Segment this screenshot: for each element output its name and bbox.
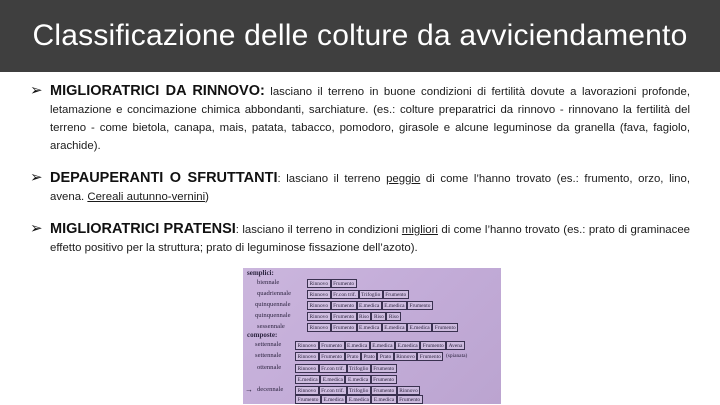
rotation-cell: E.medica: [382, 301, 407, 310]
rotation-cell: Rinnovo: [295, 386, 319, 395]
slide-content: [30, 82, 690, 271]
slide-title: Classificazione delle colture da avviciendamento: [32, 19, 688, 52]
rotation-cell: E.medica: [345, 341, 370, 350]
rotation-cell: E.medica: [382, 323, 407, 332]
rotation-cell: E.medica: [321, 395, 346, 404]
rotation-row-label: biennale: [257, 279, 280, 286]
rotation-row-label: settennale: [255, 352, 282, 359]
rotation-cell: Rinnovo: [295, 364, 319, 373]
bullet-text: [50, 169, 690, 206]
rotation-cell: Rinnovo: [397, 386, 421, 395]
rotation-cell: Rinnovo: [295, 341, 319, 350]
rotation-cell: Frumento: [295, 395, 321, 404]
bullet-description: : lasciano il terreno: [277, 173, 387, 185]
rotation-cell: Rinnovo: [307, 279, 331, 288]
rotation-cell: Prato: [361, 352, 377, 361]
bullet-description: di come l’hanno trovato (es.: prato di graminacee effetto positivo per la struttura; prato di leguminose fissazione dell’azoto).: [50, 224, 691, 254]
rotation-cell: Trifoglio: [359, 290, 383, 299]
rotation-cell: Rinnovo: [307, 301, 331, 310]
rotation-cell: Frumento: [417, 352, 443, 361]
rotation-cell: E.medica: [357, 301, 382, 310]
bullet-text: [50, 82, 690, 155]
bullet-depauperanti: [30, 169, 690, 206]
rotation-row: [307, 323, 458, 332]
arrow-bullet-icon: ➢: [30, 169, 43, 186]
rotation-cell: Frumento: [432, 323, 458, 332]
arrow-bullet-icon: ➢: [30, 220, 43, 237]
bullet-description: di come l’hanno trovato (es.: frumento, orzo, lino, avena.: [50, 173, 690, 203]
rotation-cell: Riso: [386, 312, 401, 321]
rotation-cell: Rinnovo: [307, 323, 331, 332]
rotation-row-label: decennale: [257, 386, 284, 393]
rotation-cell: E.medica: [295, 375, 320, 384]
rotation-cell: E.medica: [395, 341, 420, 350]
rotation-cell: Frumento: [319, 352, 345, 361]
bullet-miglioratrici-pratensi: [30, 220, 690, 257]
rotation-cell: Frumento: [383, 290, 409, 299]
rotation-row: [295, 341, 465, 350]
rotation-row: [307, 312, 401, 321]
rotation-row: [295, 395, 423, 404]
rotation-cell: Frumento: [331, 323, 357, 332]
rotation-cell: Avena: [446, 341, 465, 350]
rotation-note: (spianata): [446, 353, 468, 359]
rotation-cell: Frumento: [407, 301, 433, 310]
rotation-row-label: ottennale: [257, 364, 282, 371]
rotation-cell: Trifoglio: [347, 386, 371, 395]
bullet-term: MIGLIORATRICI PRATENSI: [50, 221, 236, 237]
rotation-row: [307, 301, 433, 310]
arrow-bullet-icon: ➢: [30, 82, 43, 99]
arrow-mark-icon: →: [245, 385, 253, 394]
underlined-word: peggio: [386, 173, 421, 185]
underlined-phrase: Cereali autunno-vernini: [87, 191, 206, 203]
rotation-row-label: quadriennale: [257, 290, 292, 297]
rotation-cell: E.medica: [345, 375, 370, 384]
bullet-term: MIGLIORATRICI DA RINNOVO:: [50, 83, 265, 99]
rotation-cell: Prato: [377, 352, 393, 361]
rotation-cell: Rinnovo: [307, 312, 331, 321]
rotation-table-image: [243, 268, 501, 404]
semplici-label: semplici:: [247, 269, 274, 277]
rotation-cell: Fr.con trif.: [319, 386, 347, 395]
rotation-cell: Fr.con trif.: [319, 364, 347, 373]
rotation-row-label: quinquennale: [255, 301, 291, 308]
rotation-cell: E.medica: [346, 395, 371, 404]
rotation-cell: Riso: [371, 312, 386, 321]
rotation-cell: Rinnovo: [307, 290, 331, 299]
rotation-cell: E.medica: [320, 375, 345, 384]
bullet-miglioratrici-rinnovo: [30, 82, 690, 155]
rotation-cell: E.medica: [407, 323, 432, 332]
rotation-cell: Riso: [357, 312, 372, 321]
rotation-row-label: quinquennale: [255, 312, 291, 319]
rotation-cell: Rinnovo: [295, 352, 319, 361]
bullet-text: [50, 220, 690, 257]
rotation-cell: Frumento: [371, 364, 397, 373]
rotation-cell: Fr.con trif.: [331, 290, 359, 299]
rotation-cell: Frumento: [420, 341, 446, 350]
rotation-cell: E.medica: [371, 395, 396, 404]
bullet-description: lasciano il terreno in buone condizioni di fertilità dovute a lavorazioni profonde, letamazione e concimazione chimica abbondanti, sarchiature. (es.: colture preparatrici da rinnovo - rinnovano la fertilità del terreno - come bietola, canapa, mais, patata, tabacco, pomodoro, girasole e alcune leguminose da granella (fava, fagiolo, arachide).: [50, 86, 690, 152]
rotation-cell: Frumento: [331, 312, 357, 321]
rotation-cell: E.medica: [357, 323, 382, 332]
underlined-word: migliori: [401, 224, 438, 236]
rotation-cell: Trifoglio: [347, 364, 371, 373]
rotation-row-label: settennale: [255, 341, 282, 348]
rotation-row: [307, 279, 357, 288]
bullet-term: DEPAUPERANTI O SFRUTTANTI: [50, 170, 278, 186]
rotation-row: [307, 290, 409, 299]
rotation-cell: Frumento: [331, 279, 357, 288]
composte-label: composte:: [247, 331, 278, 339]
rotation-cell: Rinnovo: [394, 352, 418, 361]
rotation-cell: Frumento: [331, 301, 357, 310]
rotation-row: [295, 352, 443, 361]
bullet-description: : lasciano il terreno in condizioni: [235, 224, 402, 236]
rotation-row-label: sessennale: [257, 323, 285, 330]
bullet-description: ): [205, 191, 209, 203]
rotation-row: [295, 375, 397, 384]
rotation-cell: Frumento: [371, 386, 397, 395]
rotation-cell: Prato: [345, 352, 361, 361]
rotation-cell: Frumento: [397, 395, 423, 404]
rotation-cell: E.medica: [370, 341, 395, 350]
rotation-row: [295, 386, 420, 395]
rotation-cell: Frumento: [319, 341, 345, 350]
title-bar: [0, 0, 720, 72]
rotation-row: [295, 364, 397, 373]
rotation-cell: Frumento: [371, 375, 397, 384]
